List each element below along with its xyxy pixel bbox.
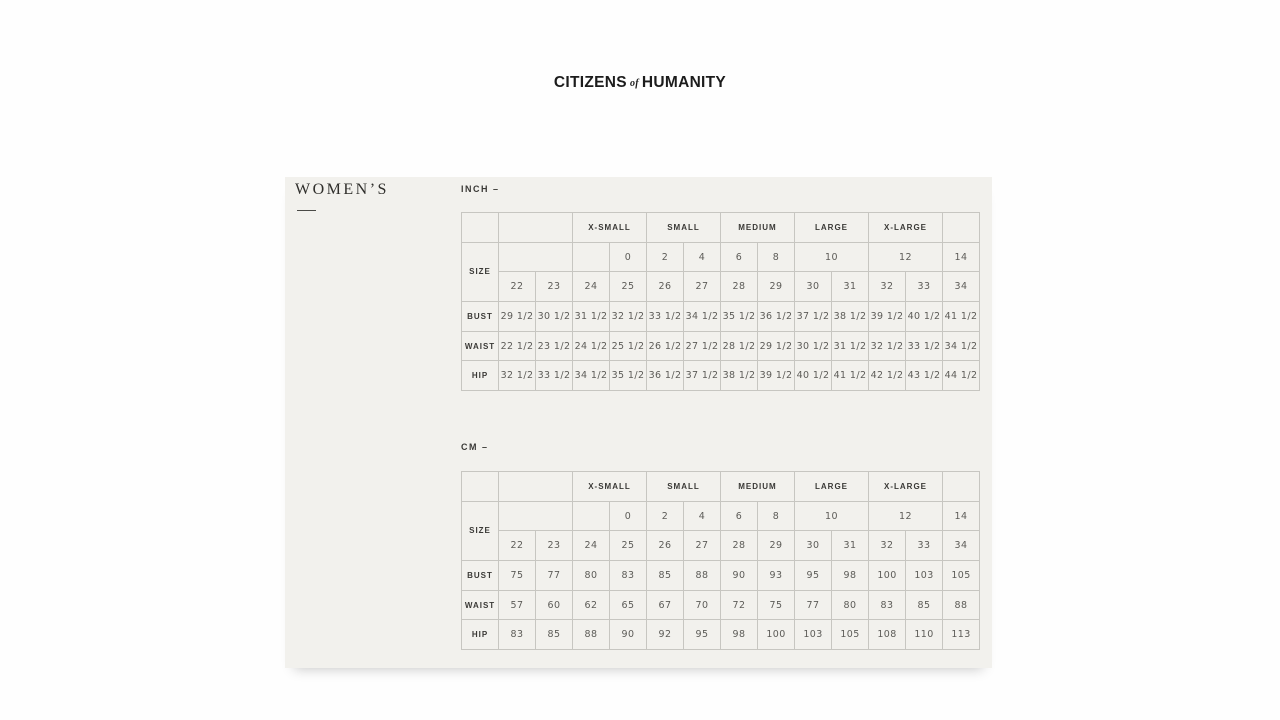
- size-group-cell: MEDIUM: [721, 472, 795, 502]
- measurement-value-cell: 33 1/2: [906, 331, 943, 361]
- empty-header-cell: [462, 213, 499, 243]
- measurement-value-cell: 80: [573, 561, 610, 591]
- measurement-value-cell: 24 1/2: [573, 331, 610, 361]
- numeric-size-cell: 25: [610, 272, 647, 302]
- measurement-value-cell: 80: [832, 590, 869, 620]
- numeric-size-cell: 28: [721, 272, 758, 302]
- us-size-cell: 6: [721, 501, 758, 531]
- numeric-size-cell: 30: [795, 272, 832, 302]
- measurement-value-cell: 32 1/2: [499, 361, 536, 391]
- numeric-size-cell: 29: [758, 531, 795, 561]
- numeric-size-cell: 27: [684, 272, 721, 302]
- measurement-value-cell: 29 1/2: [758, 331, 795, 361]
- measurement-value-cell: 90: [721, 561, 758, 591]
- measurement-value-cell: 39 1/2: [869, 302, 906, 332]
- measurement-value-cell: 35 1/2: [721, 302, 758, 332]
- unit-label-inch: INCH –: [461, 184, 500, 194]
- unit-label-cm: CM –: [461, 442, 489, 452]
- measurement-value-cell: 72: [721, 590, 758, 620]
- empty-header-cell: [462, 472, 499, 502]
- us-size-cell: 10: [795, 501, 869, 531]
- us-size-cell: 0: [610, 242, 647, 272]
- measurement-value-cell: 103: [906, 561, 943, 591]
- measurement-value-cell: 83: [869, 590, 906, 620]
- numeric-size-cell: 23: [536, 531, 573, 561]
- us-size-cell: 2: [647, 501, 684, 531]
- numeric-size-cell: 33: [906, 272, 943, 302]
- measurement-value-cell: 43 1/2: [906, 361, 943, 391]
- measurement-value-cell: 83: [610, 561, 647, 591]
- numeric-size-cell: 33: [906, 531, 943, 561]
- measurement-label-cell: BUST: [462, 302, 499, 332]
- measurement-value-cell: 22 1/2: [499, 331, 536, 361]
- measurement-value-cell: 41 1/2: [832, 361, 869, 391]
- us-size-cell: 6: [721, 242, 758, 272]
- measurement-value-cell: 41 1/2: [943, 302, 980, 332]
- measurement-value-cell: 88: [684, 561, 721, 591]
- measurement-value-cell: 113: [943, 620, 980, 650]
- measurement-value-cell: 93: [758, 561, 795, 591]
- size-group-cell: SMALL: [647, 472, 721, 502]
- numeric-size-cell: 25: [610, 531, 647, 561]
- empty-header-cell: [499, 213, 573, 243]
- measurement-value-cell: 77: [795, 590, 832, 620]
- measurement-value-cell: 27 1/2: [684, 331, 721, 361]
- measurement-value-cell: 36 1/2: [758, 302, 795, 332]
- empty-size-cell: [573, 501, 610, 531]
- us-size-cell: 14: [943, 501, 980, 531]
- us-size-cell: 8: [758, 242, 795, 272]
- numeric-size-cell: 29: [758, 272, 795, 302]
- size-group-cell: MEDIUM: [721, 213, 795, 243]
- measurement-value-cell: 25 1/2: [610, 331, 647, 361]
- numeric-size-cell: 34: [943, 272, 980, 302]
- measurement-value-cell: 98: [832, 561, 869, 591]
- measurement-value-cell: 95: [795, 561, 832, 591]
- measurement-value-cell: 62: [573, 590, 610, 620]
- numeric-size-cell: 32: [869, 272, 906, 302]
- measurement-value-cell: 34 1/2: [684, 302, 721, 332]
- measurement-label-cell: HIP: [462, 620, 499, 650]
- numeric-size-cell: 22: [499, 272, 536, 302]
- numeric-size-cell: 26: [647, 272, 684, 302]
- empty-size-cell: [499, 242, 573, 272]
- numeric-size-cell: 24: [573, 272, 610, 302]
- womens-inch-size-table: [461, 212, 980, 391]
- us-size-cell: 2: [647, 242, 684, 272]
- size-group-cell: X-SMALL: [573, 213, 647, 243]
- title-underline-dash: [297, 210, 316, 211]
- us-size-cell: 4: [684, 501, 721, 531]
- measurement-value-cell: 85: [536, 620, 573, 650]
- size-group-cell: LARGE: [795, 472, 869, 502]
- numeric-size-cell: 31: [832, 272, 869, 302]
- empty-header-cell: [943, 213, 980, 243]
- measurement-value-cell: 38 1/2: [721, 361, 758, 391]
- measurement-value-cell: 85: [906, 590, 943, 620]
- brand-logo-humanity: HUMANITY: [641, 74, 727, 91]
- brand-logo: [0, 74, 1280, 92]
- size-group-cell: LARGE: [795, 213, 869, 243]
- measurement-value-cell: 90: [610, 620, 647, 650]
- measurement-value-cell: 36 1/2: [647, 361, 684, 391]
- measurement-value-cell: 30 1/2: [795, 331, 832, 361]
- measurement-value-cell: 30 1/2: [536, 302, 573, 332]
- measurement-value-cell: 35 1/2: [610, 361, 647, 391]
- brand-logo-of: of: [629, 77, 639, 89]
- measurement-label-cell: WAIST: [462, 331, 499, 361]
- measurement-value-cell: 110: [906, 620, 943, 650]
- measurement-label-cell: BUST: [462, 561, 499, 591]
- numeric-size-cell: 32: [869, 531, 906, 561]
- measurement-value-cell: 44 1/2: [943, 361, 980, 391]
- size-rowspan-label: SIZE: [462, 501, 499, 560]
- size-group-cell: X-LARGE: [869, 472, 943, 502]
- section-title-womens: WOMEN’S: [295, 181, 389, 198]
- measurement-value-cell: 67: [647, 590, 684, 620]
- measurement-value-cell: 100: [869, 561, 906, 591]
- measurement-value-cell: 88: [573, 620, 610, 650]
- inch-table-container: [461, 212, 980, 391]
- womens-cm-size-table: [461, 471, 980, 650]
- numeric-size-cell: 24: [573, 531, 610, 561]
- measurement-label-cell: WAIST: [462, 590, 499, 620]
- measurement-value-cell: 100: [758, 620, 795, 650]
- us-size-cell: 12: [869, 242, 943, 272]
- measurement-value-cell: 103: [795, 620, 832, 650]
- measurement-value-cell: 31 1/2: [573, 302, 610, 332]
- measurement-value-cell: 70: [684, 590, 721, 620]
- us-size-cell: 10: [795, 242, 869, 272]
- measurement-value-cell: 33 1/2: [536, 361, 573, 391]
- us-size-cell: 4: [684, 242, 721, 272]
- measurement-value-cell: 108: [869, 620, 906, 650]
- numeric-size-cell: 26: [647, 531, 684, 561]
- measurement-value-cell: 37 1/2: [684, 361, 721, 391]
- numeric-size-cell: 34: [943, 531, 980, 561]
- empty-header-cell: [499, 472, 573, 502]
- measurement-value-cell: 98: [721, 620, 758, 650]
- us-size-cell: 14: [943, 242, 980, 272]
- measurement-value-cell: 95: [684, 620, 721, 650]
- numeric-size-cell: 28: [721, 531, 758, 561]
- measurement-value-cell: 83: [499, 620, 536, 650]
- size-rowspan-label: SIZE: [462, 242, 499, 301]
- measurement-value-cell: 42 1/2: [869, 361, 906, 391]
- numeric-size-cell: 22: [499, 531, 536, 561]
- size-group-cell: SMALL: [647, 213, 721, 243]
- measurement-value-cell: 33 1/2: [647, 302, 684, 332]
- numeric-size-cell: 30: [795, 531, 832, 561]
- empty-size-cell: [499, 501, 573, 531]
- measurement-value-cell: 34 1/2: [943, 331, 980, 361]
- measurement-value-cell: 77: [536, 561, 573, 591]
- measurement-value-cell: 105: [832, 620, 869, 650]
- measurement-value-cell: 32 1/2: [869, 331, 906, 361]
- measurement-value-cell: 34 1/2: [573, 361, 610, 391]
- size-group-cell: X-SMALL: [573, 472, 647, 502]
- numeric-size-cell: 23: [536, 272, 573, 302]
- measurement-label-cell: HIP: [462, 361, 499, 391]
- empty-header-cell: [943, 472, 980, 502]
- measurement-value-cell: 40 1/2: [906, 302, 943, 332]
- measurement-value-cell: 31 1/2: [832, 331, 869, 361]
- measurement-value-cell: 60: [536, 590, 573, 620]
- measurement-value-cell: 38 1/2: [832, 302, 869, 332]
- measurement-value-cell: 57: [499, 590, 536, 620]
- us-size-cell: 12: [869, 501, 943, 531]
- measurement-value-cell: 105: [943, 561, 980, 591]
- us-size-cell: 8: [758, 501, 795, 531]
- measurement-value-cell: 26 1/2: [647, 331, 684, 361]
- measurement-value-cell: 88: [943, 590, 980, 620]
- measurement-value-cell: 29 1/2: [499, 302, 536, 332]
- size-chart-panel: [285, 177, 992, 668]
- numeric-size-cell: 31: [832, 531, 869, 561]
- brand-logo-citizens: CITIZENS: [553, 74, 627, 91]
- measurement-value-cell: 37 1/2: [795, 302, 832, 332]
- measurement-value-cell: 28 1/2: [721, 331, 758, 361]
- measurement-value-cell: 85: [647, 561, 684, 591]
- empty-size-cell: [573, 242, 610, 272]
- measurement-value-cell: 75: [758, 590, 795, 620]
- cm-table-container: [461, 471, 980, 650]
- numeric-size-cell: 27: [684, 531, 721, 561]
- measurement-value-cell: 23 1/2: [536, 331, 573, 361]
- measurement-value-cell: 32 1/2: [610, 302, 647, 332]
- measurement-value-cell: 92: [647, 620, 684, 650]
- measurement-value-cell: 75: [499, 561, 536, 591]
- measurement-value-cell: 65: [610, 590, 647, 620]
- us-size-cell: 0: [610, 501, 647, 531]
- measurement-value-cell: 40 1/2: [795, 361, 832, 391]
- size-group-cell: X-LARGE: [869, 213, 943, 243]
- measurement-value-cell: 39 1/2: [758, 361, 795, 391]
